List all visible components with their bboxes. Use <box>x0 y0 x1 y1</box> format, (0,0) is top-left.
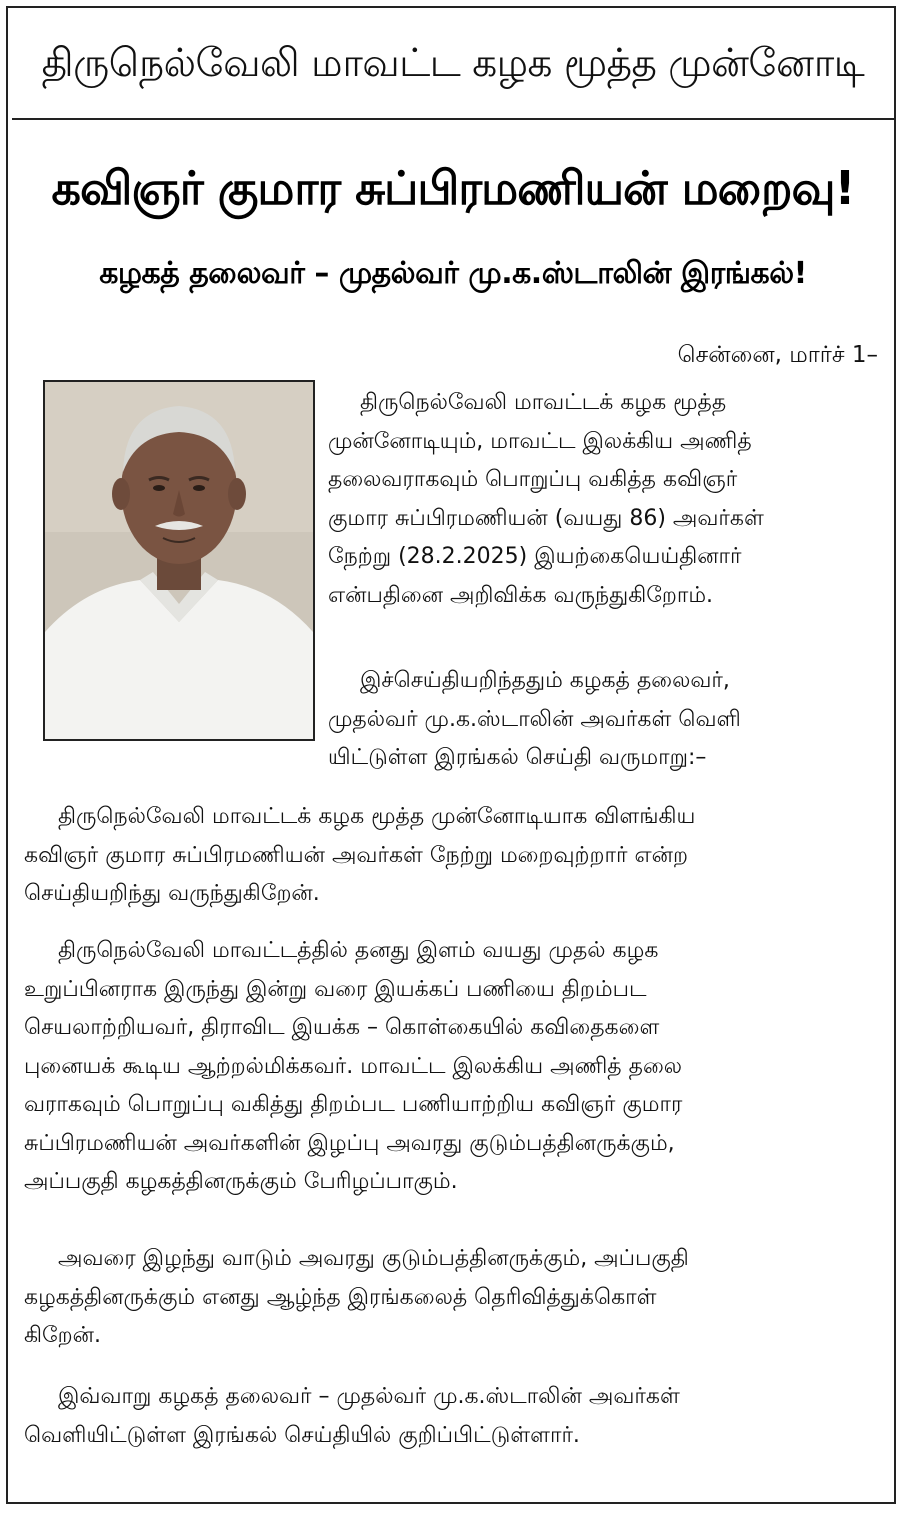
paragraph-line: முன்னோடியும், மாவட்ட இலக்கிய அணித் <box>328 428 752 454</box>
paragraph-line: புனையக் கூடிய ஆற்றல்மிக்கவர். மாவட்ட இலக்கிய அணித் தலை <box>24 1053 683 1079</box>
article-dateline: சென்னை, மார்ச் 1– <box>677 342 878 368</box>
kicker-divider <box>12 118 894 120</box>
paragraph-line: வெளியிட்டுள்ள இரங்கல் செய்தியில் குறிப்பிட்டுள்ளார். <box>24 1422 580 1448</box>
paragraph-line: வராகவும் பொறுப்பு வகித்து திறம்பட பணியாற்றிய கவிஞர் குமார <box>24 1092 683 1117</box>
paragraph-line: உறுப்பினராக இருந்து இன்று வரை இயக்கப் பணியை திறம்பட <box>24 976 647 1002</box>
paragraph-line: செய்தியறிந்து வருந்துகிறேன். <box>24 881 320 906</box>
paragraph-statement-intro <box>328 662 880 778</box>
paragraph-line: என்பதினை அறிவிக்க வருந்துகிறோம். <box>328 582 714 608</box>
paragraph-line: அப்பகுதி கழகத்தினருக்கும் பேரிழப்பாகும். <box>24 1169 458 1194</box>
paragraph-line: யிட்டுள்ள இரங்கல் செய்தி வருமாறு:– <box>328 745 707 770</box>
portrait-photo <box>43 380 315 741</box>
paragraph-condolence-1 <box>24 798 880 914</box>
paragraph-line: இவ்வாறு கழகத் தலைவர் – முதல்வர் மு.க.ஸ்டாலின் அவர்கள் <box>58 1384 680 1409</box>
paragraph-line: சுப்பிரமணியன் அவர்களின் இழப்பு அவரது குடும்பத்தினருக்கும், <box>24 1130 675 1156</box>
paragraph-line: கிறேன். <box>24 1323 101 1348</box>
paragraph-line: அவரை இழந்து வாடும் அவரது குடும்பத்தினருக்கும், அப்பகுதி <box>58 1246 689 1271</box>
paragraph-condolence-3 <box>24 1240 880 1356</box>
paragraph-closing <box>24 1378 880 1455</box>
paragraph-line: தலைவராகவும் பொறுப்பு வகித்த கவிஞர் <box>328 467 738 492</box>
paragraph-line: குமார சுப்பிரமணியன் (வயது 86) அவர்கள் <box>328 505 764 531</box>
paragraph-line: திருநெல்வேலி மாவட்டத்தில் தனது இளம் வயது முதல் கழக <box>58 938 659 963</box>
paragraph-line: இச்செய்தியறிந்ததும் கழகத் தலைவர், <box>360 668 730 693</box>
paragraph-line: திருநெல்வேலி மாவட்டக் கழக மூத்த முன்னோடியாக விளங்கிய <box>58 804 696 829</box>
paragraph-line: நேற்று (28.2.2025) இயற்கையெய்தினார் <box>328 544 742 569</box>
article-headline: கவிஞர் குமார சுப்பிரமணியன் மறைவு! <box>51 161 855 215</box>
paragraph-line: முதல்வர் மு.க.ஸ்டாலின் அவர்கள் வெளி <box>328 706 741 732</box>
paragraph-line: கழகத்தினருக்கும் எனது ஆழ்ந்த இரங்கலைத் தெரிவித்துக்கொள் <box>24 1284 657 1310</box>
article-kicker: திருநெல்வேலி மாவட்ட கழக மூத்த முன்னோடி <box>41 41 865 86</box>
paragraph-intro <box>328 384 880 615</box>
paragraph-line: திருநெல்வேலி மாவட்டக் கழக மூத்த <box>360 390 727 415</box>
portrait-illustration <box>45 382 313 739</box>
paragraph-condolence-2 <box>24 932 880 1202</box>
paragraph-line: கவிஞர் குமார சுப்பிரமணியன் அவர்கள் நேற்று மறைவுற்றார் என்ற <box>24 842 688 868</box>
article-subheadline: கழகத் தலைவர் – முதல்வர் மு.க.ஸ்டாலின் இரங்கல்! <box>99 256 807 291</box>
paragraph-line: செயலாற்றியவர், திராவிட இயக்க – கொள்கையில் கவிதைகளை <box>24 1015 660 1040</box>
